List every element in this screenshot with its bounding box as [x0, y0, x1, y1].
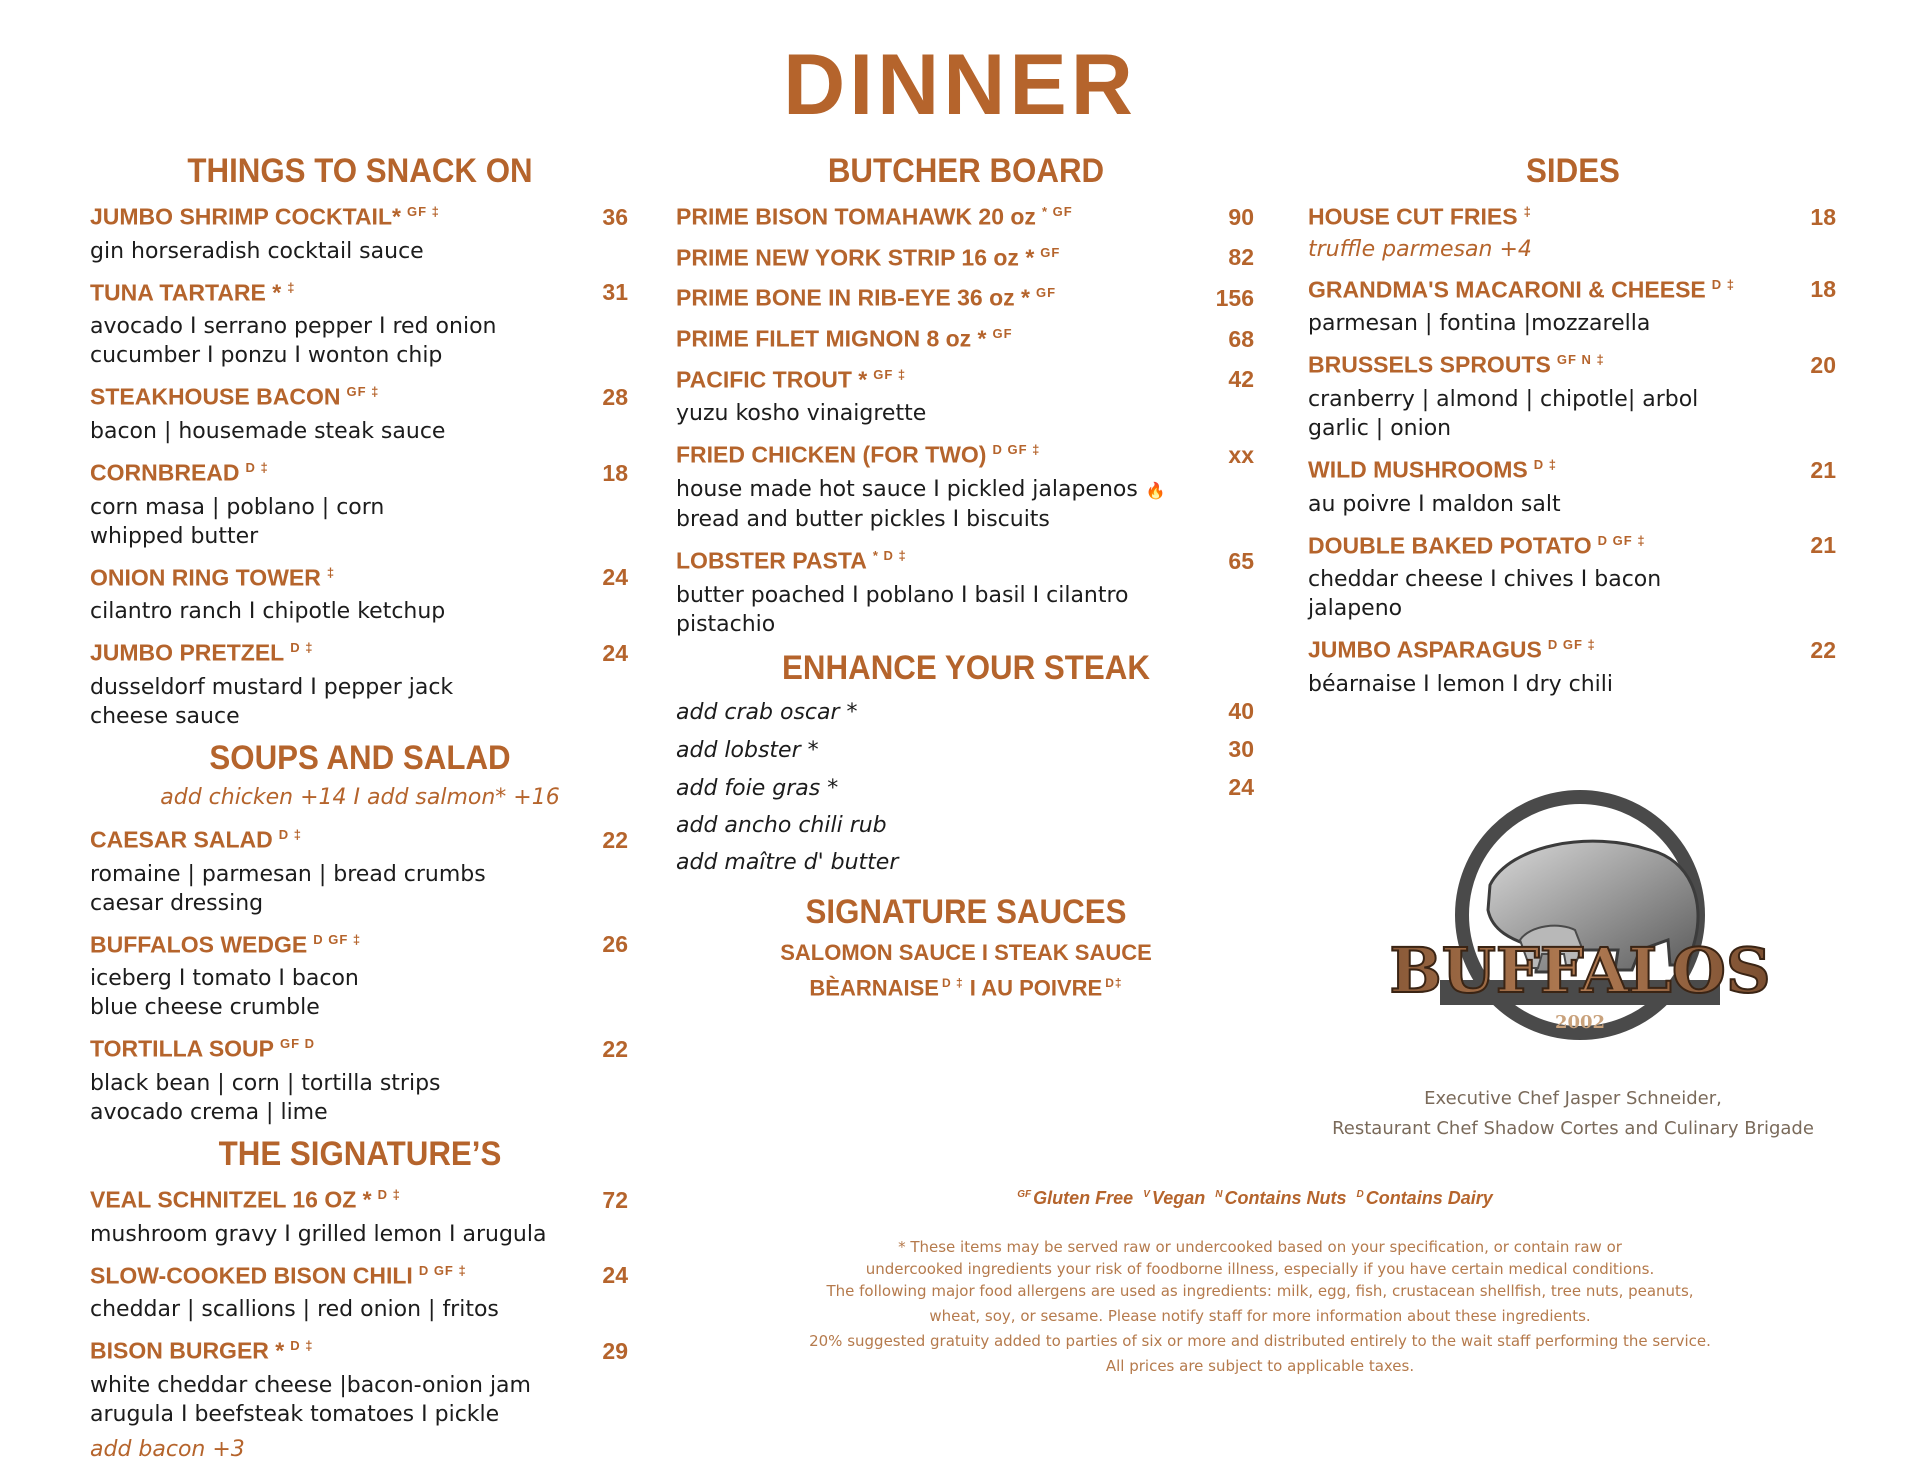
- menu-item-price: 22: [1810, 636, 1836, 663]
- menu-item-name: [1308, 344, 1605, 381]
- menu-item-name: [676, 540, 907, 577]
- menu-item-row: [1308, 196, 1838, 233]
- description-line: bacon | housemade steak sauce: [90, 418, 446, 444]
- section-heading-signatures: THE SIGNATURE’S: [218, 1134, 502, 1173]
- menu-item-price: 18: [1810, 203, 1836, 230]
- menu-item-tags: * GF: [1041, 204, 1073, 219]
- legend-text: Vegan: [1151, 1188, 1206, 1208]
- menu-item-title: SLOW-COOKED BISON CHILI: [90, 1262, 413, 1289]
- enhancement-row: [676, 693, 1256, 731]
- menu-item-title: STEAKHOUSE BACON: [90, 383, 341, 410]
- chef-credit-line: Restaurant Chef Shadow Cortes and Culinary Brigade: [1332, 1118, 1814, 1139]
- description-line: white cheddar cheese |bacon-onion jam: [90, 1372, 531, 1398]
- menu-item: [90, 1179, 630, 1249]
- menu-item-description: [90, 1295, 630, 1324]
- menu-item-name: [676, 434, 1040, 471]
- menu-item-row: [1308, 269, 1838, 306]
- legend-entry: [1356, 1188, 1492, 1208]
- description-line: cheddar | scallions | red onion | fritos: [90, 1297, 499, 1323]
- legend-entry: [1143, 1188, 1205, 1208]
- menu-item-tags: D GF ‡: [992, 442, 1041, 458]
- menu-item-name: [1308, 629, 1596, 666]
- enhancement-row: [676, 769, 1256, 807]
- menu-item-price: 20: [1810, 351, 1836, 378]
- menu-item-title: JUMBO PRETZEL: [90, 639, 285, 666]
- enhancement-row: [676, 731, 1256, 769]
- description-line: cucumber I ponzu I wonton chip: [90, 343, 443, 369]
- menu-item-row: [676, 434, 1256, 471]
- menu-item-tags: D ‡: [377, 1186, 401, 1202]
- description-line: cilantro ranch I chipotle ketchup: [90, 599, 446, 625]
- legend-entry: [1017, 1188, 1133, 1208]
- menu-item-row: [90, 1179, 630, 1216]
- menu-item-title: PRIME FILET MIGNON 8 oz *: [676, 325, 987, 352]
- menu-item: [676, 540, 1256, 639]
- description-line: cheese sauce: [90, 703, 240, 729]
- menu-item-name: [90, 1330, 313, 1367]
- menu-item-price: 36: [602, 203, 628, 230]
- description-line: bread and butter pickles I biscuits: [676, 506, 1050, 532]
- enhancement-row: [676, 844, 1256, 881]
- menu-item-description: [676, 399, 1256, 428]
- signatures-addon-note: add bacon +3: [90, 1436, 245, 1462]
- menu-item-title: CORNBREAD: [90, 459, 240, 486]
- sauce-au-poivre-tags: D‡: [1105, 975, 1123, 990]
- menu-item-title: CAESAR SALAD: [90, 826, 273, 853]
- sides-list: [1308, 196, 1838, 699]
- menu-item: [1308, 449, 1838, 519]
- menu-item-price: 24: [602, 639, 628, 666]
- menu-item-row: [90, 272, 630, 309]
- disclaimer-line: The following major food allergens are used as ingredients: milk, egg, fish, crustacean shellfish, tree nuts, peanuts,: [826, 1282, 1694, 1300]
- menu-item-title: PRIME BISON TOMAHAWK 20 oz: [676, 203, 1036, 230]
- menu-item-title: VEAL SCHNITZEL 16 OZ *: [90, 1186, 372, 1213]
- menu-item-name: [676, 196, 1073, 233]
- menu-item: [90, 632, 630, 731]
- disclaimer: [760, 1236, 1760, 1377]
- description-line: au poivre I maldon salt: [1308, 491, 1561, 517]
- menu-item-name: [90, 819, 302, 856]
- menu-item-row: [90, 1028, 630, 1065]
- menu-item: [90, 819, 630, 918]
- menu-item-row: [90, 632, 630, 669]
- menu-item-name: [90, 452, 269, 489]
- description-line: whipped butter: [90, 523, 259, 549]
- menu-item: [1308, 629, 1838, 699]
- menu-item-tags: GF ‡: [346, 384, 380, 400]
- disclaimer-line: 20% suggested gratuity added to parties of six or more and distributed entirely to the wait staff performing the service.: [809, 1332, 1711, 1350]
- menu-item-price: 72: [602, 1186, 628, 1213]
- menu-item-price: 22: [602, 1035, 628, 1062]
- menu-item: [1308, 269, 1838, 339]
- menu-item-row: [1308, 525, 1838, 562]
- menu-item-tags: D ‡: [1711, 276, 1735, 292]
- description-line: house made hot sauce I pickled jalapenos 🔥: [676, 475, 1256, 505]
- menu-item: [90, 196, 630, 266]
- menu-item-name: [90, 1028, 315, 1065]
- menu-item: [676, 318, 1256, 355]
- menu-item-row: [90, 819, 630, 856]
- menu-item-name: [90, 1179, 401, 1216]
- menu-item-price: 82: [1228, 244, 1254, 271]
- logo-wordmark: BUFFALOS: [1389, 934, 1771, 1007]
- menu-item-tags: GF: [992, 325, 1013, 341]
- disclaimer-line: * These items may be served raw or undercooked based on your specification, or contain raw or: [898, 1238, 1622, 1256]
- enhancement-name: add crab oscar *: [676, 699, 858, 725]
- enhancement-name: add lobster *: [676, 737, 819, 763]
- description-line: butter poached I poblano I basil I cilantro: [676, 582, 1129, 608]
- menu-item-price: 42: [1228, 366, 1254, 393]
- menu-item-description: [676, 581, 1256, 639]
- section-heading-sauces: SIGNATURE SAUCES: [805, 892, 1127, 931]
- buffalos-logo: [1370, 790, 1790, 1060]
- menu-item-price: 90: [1228, 203, 1254, 230]
- menu-item-description: [90, 597, 630, 626]
- menu-item-price: xx: [1228, 441, 1254, 468]
- menu-item-tags: D ‡: [1533, 456, 1557, 472]
- menu-item-row: [676, 196, 1256, 233]
- menu-item-description: [1308, 385, 1838, 443]
- menu-item-row: [676, 540, 1256, 577]
- logo-year: 2002: [1554, 1012, 1606, 1033]
- menu-item-title: ONION RING TOWER: [90, 564, 321, 591]
- legend-code: N: [1215, 1189, 1223, 1200]
- menu-item-description: [90, 860, 630, 918]
- description-line: yuzu kosho vinaigrette: [676, 401, 927, 427]
- butcher-list: [676, 196, 1256, 639]
- menu-item-tags: GF N ‡: [1556, 352, 1605, 368]
- menu-item-name: [90, 557, 335, 594]
- allergen-legend: [760, 1188, 1760, 1209]
- menu-item-description: [1308, 670, 1838, 699]
- menu-item-row: [90, 557, 630, 594]
- menu-item: [90, 924, 630, 1023]
- menu-item-tags: ‡: [1523, 204, 1532, 219]
- soups-addon-note: add chicken +14 I add salmon* +16: [160, 784, 560, 810]
- menu-item-description: [90, 1220, 630, 1249]
- menu-item-title: WILD MUSHROOMS: [1308, 456, 1528, 483]
- menu-item-price: 28: [602, 383, 628, 410]
- menu-item-price: 18: [1810, 276, 1836, 303]
- enhancement-name: add foie gras *: [676, 775, 839, 801]
- enhancement-name: add maître d' butter: [676, 849, 899, 875]
- enhance-list: [676, 693, 1256, 881]
- menu-item-name: [676, 237, 1060, 274]
- menu-item: [676, 237, 1256, 274]
- menu-item-title: FRIED CHICKEN (FOR TWO): [676, 441, 987, 468]
- menu-item-description: [90, 1371, 630, 1429]
- menu-item-description: [90, 493, 630, 551]
- description-line: béarnaise I lemon I dry chili: [1308, 671, 1614, 697]
- menu-item-title: PRIME BONE IN RIB-EYE 36 oz *: [676, 284, 1031, 311]
- menu-item-description: [90, 1069, 630, 1127]
- menu-item-price: 31: [602, 279, 628, 306]
- menu-item-name: [90, 196, 440, 233]
- menu-item-title: PACIFIC TROUT *: [676, 366, 868, 393]
- description-line: garlic | onion: [1308, 415, 1452, 441]
- menu-item-row: [676, 277, 1256, 314]
- menu-item-title: BRUSSELS SPROUTS: [1308, 351, 1551, 378]
- right-column: [1308, 150, 1838, 705]
- page-title: DINNER: [783, 37, 1137, 133]
- description-line: cheddar cheese I chives I bacon: [1308, 567, 1662, 593]
- menu-item: [1308, 525, 1838, 624]
- menu-item: [676, 196, 1256, 233]
- section-heading-snacks: THINGS TO SNACK ON: [187, 152, 533, 190]
- menu-item-price: 68: [1228, 325, 1254, 352]
- menu-item-tags: ‡: [287, 279, 296, 295]
- menu-item-price: 21: [1810, 456, 1836, 483]
- disclaimer-line: All prices are subject to applicable taxes.: [1105, 1357, 1415, 1375]
- menu-item-tags: D GF ‡: [1547, 637, 1596, 653]
- menu-item-note: truffle parmesan +4: [1308, 236, 1532, 262]
- description-line: blue cheese crumble: [90, 995, 320, 1021]
- menu-item-price: 18: [602, 459, 628, 486]
- signatures-list: [90, 1179, 630, 1429]
- menu-item-title: BISON BURGER *: [90, 1337, 285, 1364]
- menu-item-name: [90, 272, 295, 309]
- menu-item-title: PRIME NEW YORK STRIP 16 oz *: [676, 244, 1035, 271]
- menu-item-row: [676, 237, 1256, 274]
- sauces-line-1: SALOMON SAUCE I STEAK SAUCE: [780, 939, 1152, 965]
- enhancement-price: 30: [1228, 735, 1254, 762]
- legend-text: Contains Nuts: [1224, 1188, 1347, 1208]
- enhancement-price: 40: [1228, 697, 1254, 724]
- menu-item-row: [1308, 344, 1838, 381]
- menu-item-row: [676, 359, 1256, 396]
- menu-item-tags: GF: [1036, 285, 1057, 301]
- description-line: cranberry | almond | chipotle| arbol: [1308, 386, 1699, 412]
- menu-item-name: [90, 1255, 467, 1292]
- menu-item-row: [1308, 629, 1838, 666]
- chef-credits: [1308, 1084, 1838, 1144]
- menu-item: [676, 359, 1256, 429]
- menu-item-row: [90, 924, 630, 961]
- menu-item-tags: D GF ‡: [313, 931, 362, 947]
- menu-item-price: 24: [602, 1262, 628, 1289]
- menu-item-price: 21: [1810, 532, 1836, 559]
- menu-item-title: BUFFALOS WEDGE: [90, 931, 308, 958]
- menu-item: [90, 1255, 630, 1325]
- menu-item: [1308, 344, 1838, 443]
- enhancement-price: 24: [1228, 773, 1254, 800]
- menu-item-title: DOUBLE BAKED POTATO: [1308, 532, 1592, 559]
- enhancement-name: add ancho chili rub: [676, 812, 887, 838]
- menu-item-row: [90, 1330, 630, 1367]
- section-heading-butcher: BUTCHER BOARD: [827, 152, 1105, 190]
- menu-item-name: [676, 359, 906, 396]
- description-line: jalapeno: [1308, 596, 1403, 622]
- menu-item-tags: D GF ‡: [1597, 532, 1646, 548]
- description-line: corn masa | poblano | corn: [90, 494, 385, 520]
- menu-item-title: GRANDMA'S MACARONI & CHEESE: [1308, 276, 1706, 303]
- spicy-flame-icon: 🔥: [1145, 480, 1166, 500]
- menu-item-tags: GF D: [280, 1036, 316, 1052]
- disclaimer-line: wheat, soy, or sesame. Please notify staff for more information about these ingredients.: [929, 1307, 1591, 1325]
- menu-item-row: [1308, 449, 1838, 486]
- menu-item-tags: D GF ‡: [418, 1262, 467, 1278]
- legend-text: Gluten Free: [1033, 1188, 1134, 1208]
- menu-item-row: [90, 452, 630, 489]
- middle-column: [676, 150, 1256, 1003]
- snacks-list: [90, 196, 630, 731]
- menu-item: [90, 272, 630, 371]
- menu-item-description: [90, 417, 630, 446]
- menu-item-name: [676, 318, 1013, 355]
- menu-item-description: [1308, 565, 1838, 623]
- menu-item-name: [90, 376, 379, 413]
- menu-item: [676, 277, 1256, 314]
- menu-item-row: [90, 376, 630, 413]
- sauce-au-poivre: I AU POIVRE: [969, 974, 1103, 1000]
- description-line: pistachio: [676, 611, 776, 637]
- menu-item-title: TUNA TARTARE *: [90, 279, 282, 306]
- disclaimer-line: undercooked ingredients your risk of foodborne illness, especially if you have certain medical conditions.: [865, 1260, 1655, 1278]
- menu-item-row: [90, 196, 630, 233]
- sauce-bearnaise-tags: D ‡: [941, 975, 964, 990]
- menu-item-tags: GF: [1040, 244, 1061, 260]
- menu-item-row: [676, 318, 1256, 355]
- menu-item-description: [90, 237, 630, 266]
- menu-item-title: LOBSTER PASTA: [676, 547, 867, 574]
- description-line: parmesan | fontina |mozzarella: [1308, 311, 1651, 337]
- menu-item-description: [1308, 490, 1838, 519]
- menu-item-name: [1308, 196, 1532, 233]
- section-heading-sides: SIDES: [1526, 152, 1620, 190]
- menu-item-name: [676, 277, 1056, 314]
- menu-item-tags: D ‡: [290, 640, 314, 656]
- menu-item-title: JUMBO ASPARAGUS: [1308, 636, 1542, 663]
- description-line: gin horseradish cocktail sauce: [90, 238, 424, 264]
- menu-item-description: [1308, 309, 1838, 338]
- menu-item-tags: D ‡: [245, 459, 269, 475]
- menu-item-name: [1308, 269, 1735, 306]
- description-line: arugula I beefsteak tomatoes I pickle: [90, 1401, 500, 1427]
- legend-entry: [1215, 1188, 1346, 1208]
- menu-item-price: 24: [602, 564, 628, 591]
- menu-item-price: 22: [602, 826, 628, 853]
- menu-item-name: [1308, 449, 1557, 486]
- legend-code: V: [1143, 1189, 1150, 1200]
- description-line: dusseldorf mustard I pepper jack: [90, 674, 454, 700]
- menu-item-description: [90, 964, 630, 1022]
- description-line: avocado I serrano pepper I red onion: [90, 314, 497, 340]
- menu-item-title: JUMBO SHRIMP COCKTAIL*: [90, 203, 401, 230]
- menu-item-price: 156: [1215, 284, 1254, 311]
- description-line: avocado crema | lime: [90, 1099, 328, 1125]
- sauces-line-2: [676, 968, 1256, 1003]
- menu-item-price: 65: [1228, 547, 1254, 574]
- legend-text: Contains Dairy: [1365, 1188, 1493, 1208]
- menu-item-tags: GF ‡: [406, 204, 440, 219]
- menu-item: [90, 452, 630, 551]
- menu-item-tags: * D ‡: [872, 547, 907, 563]
- menu-item-name: [90, 924, 361, 961]
- menu-item-name: [1308, 525, 1646, 562]
- menu-item: [676, 434, 1256, 534]
- description-line: caesar dressing: [90, 890, 264, 916]
- description-line: iceberg I tomato I bacon: [90, 966, 359, 992]
- menu-item-description: [676, 475, 1256, 534]
- legend-code: D: [1356, 1189, 1364, 1200]
- enhancement-row: [676, 807, 1256, 844]
- menu-item-title: HOUSE CUT FRIES: [1308, 203, 1518, 230]
- section-heading-enhance: ENHANCE YOUR STEAK: [782, 648, 1150, 687]
- section-heading-soups: SOUPS AND SALAD: [209, 738, 511, 777]
- menu-item-tags: D ‡: [278, 826, 302, 842]
- description-line: mushroom gravy I grilled lemon I arugula: [90, 1221, 547, 1247]
- menu-item-description: [90, 312, 630, 370]
- menu-item-tags: D ‡: [290, 1338, 314, 1354]
- legend-code: GF: [1017, 1189, 1032, 1200]
- menu-item-row: [90, 1255, 630, 1292]
- description-line: black bean | corn | tortilla strips: [90, 1070, 441, 1096]
- menu-item: [90, 1330, 630, 1429]
- chef-credit-line: Executive Chef Jasper Schneider,: [1424, 1088, 1722, 1109]
- sauce-bearnaise: BÈARNAISE: [809, 974, 939, 1000]
- left-column: [90, 150, 630, 1469]
- menu-item-price: 29: [602, 1337, 628, 1364]
- menu-item: [1308, 196, 1838, 265]
- menu-item-tags: ‡: [326, 564, 336, 580]
- menu-item: [90, 376, 630, 446]
- description-line: romaine | parmesan | bread crumbs: [90, 861, 486, 887]
- soups-list: [90, 819, 630, 1127]
- menu-item-title: TORTILLA SOUP: [90, 1035, 274, 1062]
- menu-item-description: [90, 673, 630, 731]
- menu-item-name: [90, 632, 313, 669]
- menu-item-price: 26: [602, 931, 628, 958]
- menu-item: [90, 557, 630, 627]
- menu-item: [90, 1028, 630, 1127]
- menu-item-tags: GF ‡: [873, 366, 907, 382]
